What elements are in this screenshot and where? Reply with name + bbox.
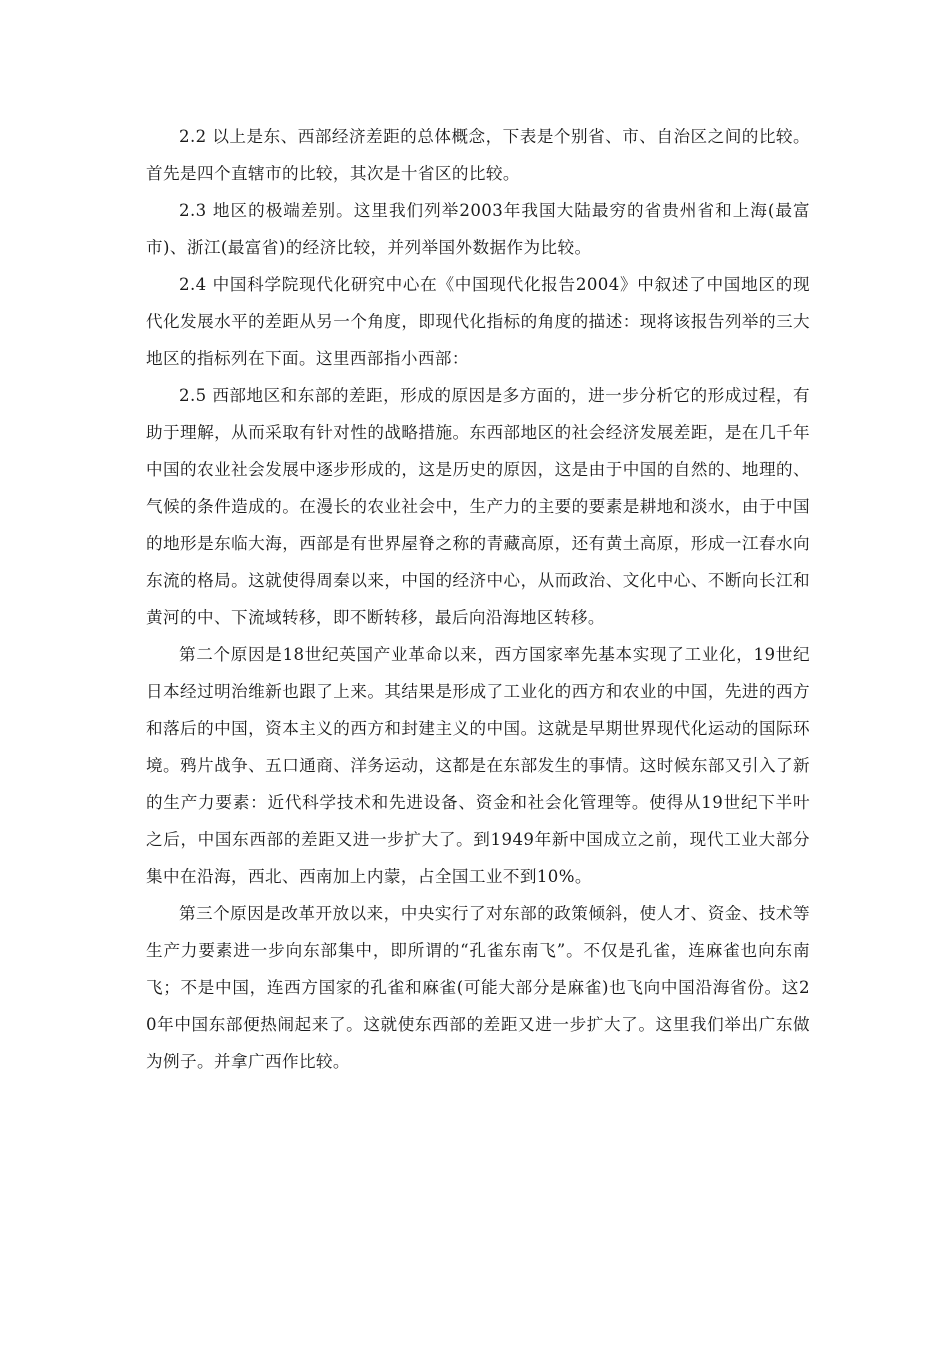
paragraph-second-reason: 第二个原因是18世纪英国产业革命以来，西方国家率先基本实现了工业化，19世纪日本经过明治维新也跟了上来。其结果是形成了工业化的西方和农业的中国，先进的西方和落后的中国，资本主义的西方和封建主义的中国。这就是早期世界现代化运动的国际环境。鸦片战争、五口通商、洋务运动，这都是在东部发生的事情。这时候东部又引入了新的生产力要素：近代科学技术和先进设备、资金和社会化管理等。使得从19世纪下半叶之后，中国东西部的差距又进一步扩大了。到1949年新中国成立之前，现代工业大部分集中在沿海，西北、西南加上内蒙，占全国工业不到10%。	[146, 645, 810, 886]
paragraph-2-4: 2.4 中国科学院现代化研究中心在《中国现代化报告2004》中叙述了中国地区的现代化发展水平的差距从另一个角度，即现代化指标的角度的描述：现将该报告列举的三大地区的指标列在下面。这里西部指小西部：	[146, 275, 810, 368]
paragraph-2-2: 2.2 以上是东、西部经济差距的总体概念，下表是个别省、市、自治区之间的比较。首先是四个直辖市的比较，其次是十省区的比较。	[146, 127, 810, 183]
paragraph-2-5: 2.5 西部地区和东部的差距，形成的原因是多方面的，进一步分析它的形成过程，有助于理解，从而采取有针对性的战略措施。东西部地区的社会经济发展差距，是在几千年中国的农业社会发展中逐步形成的，这是历史的原因，这是由于中国的自然的、地理的、气候的条件造成的。在漫长的农业社会中，生产力的主要的要素是耕地和淡水，由于中国的地形是东临大海，西部是有世界屋脊之称的青藏高原，还有黄土高原，形成一江春水向东流的格局。这就使得周秦以来，中国的经济中心，从而政治、文化中心、不断向长江和黄河的中、下流域转移，即不断转移，最后向沿海地区转移。	[146, 386, 810, 627]
body-text	[146, 118, 810, 1080]
paragraph-third-reason: 第三个原因是改革开放以来，中央实行了对东部的政策倾斜，使人才、资金、技术等生产力要素进一步向东部集中，即所谓的“孔雀东南飞”。不仅是孔雀，连麻雀也向东南飞；不是中国，连西方国家的孔雀和麻雀(可能大部分是麻雀)也飞向中国沿海省份。这20年中国东部便热闹起来了。这就使东西部的差距又进一步扩大了。这里我们举出广东做为例子。并拿广西作比较。	[146, 904, 810, 1071]
paragraph-2-3: 2.3 地区的极端差别。这里我们列举2003年我国大陆最穷的省贵州省和上海(最富市)、浙江(最富省)的经济比较，并列举国外数据作为比较。	[146, 201, 810, 257]
